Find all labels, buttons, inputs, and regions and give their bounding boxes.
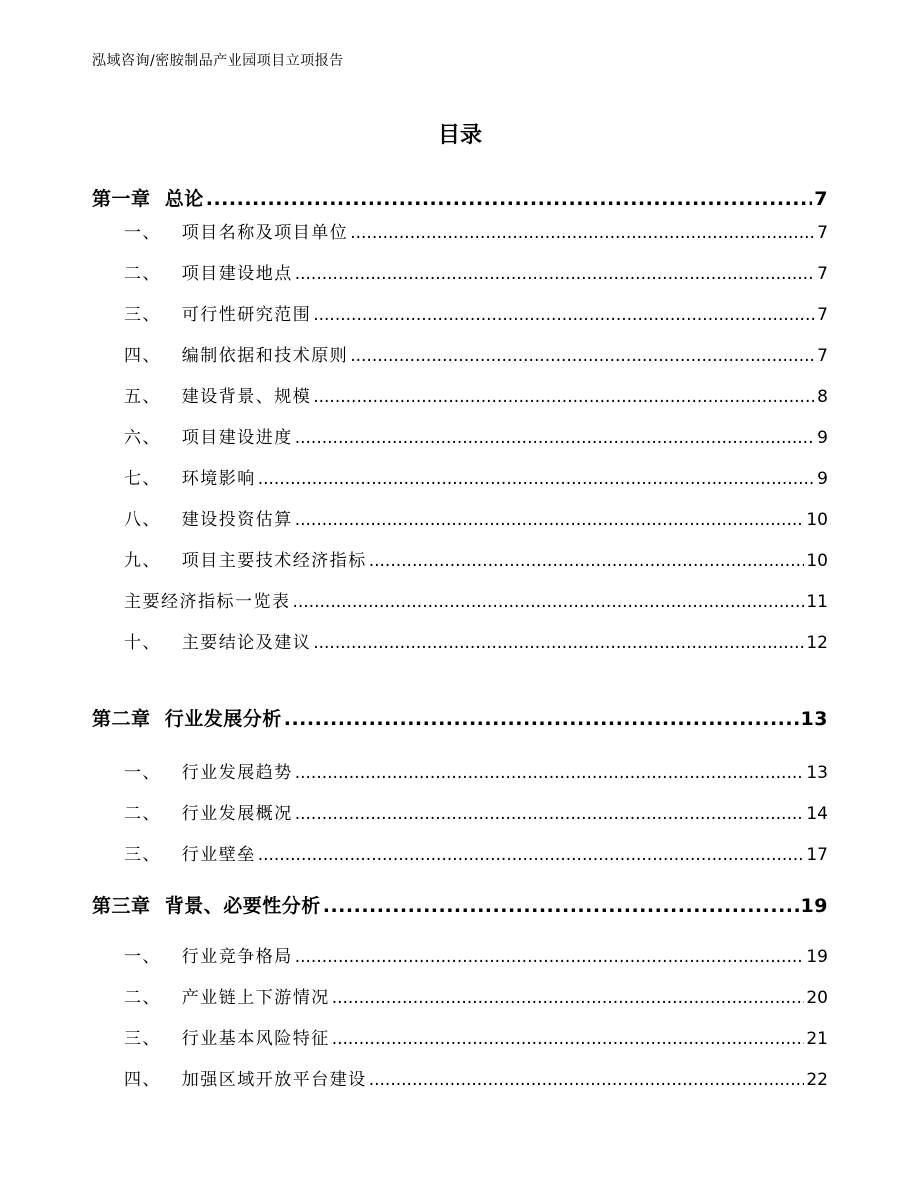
- toc-label: 三、 行业基本风险特征: [124, 1029, 330, 1049]
- toc-leader: [206, 188, 813, 210]
- toc-leader: [313, 633, 804, 653]
- toc-page-number: 9: [817, 428, 828, 448]
- toc-page-number: 7: [817, 305, 828, 325]
- toc-leader: [350, 346, 815, 366]
- toc-item[interactable]: [124, 1024, 828, 1049]
- toc-page-number: 19: [806, 947, 828, 967]
- toc-page-number: 7: [817, 264, 828, 284]
- toc-leader: [293, 592, 805, 612]
- toc-chapter-1[interactable]: [92, 184, 828, 211]
- toc-leader: [350, 223, 815, 243]
- toc-page-number: 7: [814, 188, 828, 210]
- toc-leader: [284, 708, 799, 730]
- toc-item[interactable]: [124, 628, 828, 653]
- toc-label: 六、 项目建设进度: [124, 428, 293, 448]
- toc-item[interactable]: [124, 423, 828, 448]
- toc-item[interactable]: [124, 341, 828, 366]
- toc-label: 第一章 总论: [92, 188, 204, 210]
- toc-item[interactable]: [124, 546, 828, 571]
- toc-page-number: 7: [817, 223, 828, 243]
- toc-label: 一、 行业竞争格局: [124, 947, 293, 967]
- toc-label: 七、 环境影响: [124, 469, 256, 489]
- page-title: 目录: [437, 123, 482, 148]
- toc-label: 八、 建设投资估算: [124, 510, 293, 530]
- toc-label: 二、 项目建设地点: [124, 264, 293, 284]
- toc-leader: [369, 1070, 805, 1090]
- toc-item[interactable]: [124, 300, 828, 325]
- toc-page-number: 9: [817, 469, 828, 489]
- toc-leader: [258, 845, 805, 865]
- toc-label: 五、 建设背景、规模: [124, 387, 312, 407]
- toc-label: 二、 行业发展概况: [124, 804, 293, 824]
- toc-page-number: 20: [806, 988, 828, 1008]
- toc-leader: [295, 264, 815, 284]
- toc-leader: [369, 551, 805, 571]
- toc-page-number: 10: [806, 510, 828, 530]
- toc-label: 十、 主要结论及建议: [124, 633, 312, 653]
- toc-item[interactable]: [124, 840, 828, 865]
- toc-item[interactable]: [124, 218, 828, 243]
- toc-page-number: 7: [817, 346, 828, 366]
- toc-page-number: 11: [806, 592, 828, 612]
- toc-leader: [295, 510, 805, 530]
- toc-item[interactable]: [124, 983, 828, 1008]
- toc-page-number: 21: [806, 1029, 828, 1049]
- toc-leader: [295, 763, 805, 783]
- toc-label: 主要经济指标一览表: [124, 592, 291, 612]
- toc-label: 三、 可行性研究范围: [124, 305, 312, 325]
- toc-item[interactable]: [124, 259, 828, 284]
- toc-label: 三、 行业壁垒: [124, 845, 256, 865]
- toc-leader: [258, 469, 815, 489]
- toc-item[interactable]: [124, 587, 828, 612]
- toc-chapter-3[interactable]: [92, 891, 828, 918]
- toc-leader: [332, 988, 805, 1008]
- toc-leader: [313, 387, 815, 407]
- toc-item[interactable]: [124, 1065, 828, 1090]
- toc-item[interactable]: [124, 382, 828, 407]
- toc-page-number: 22: [806, 1070, 828, 1090]
- toc-page-number: 14: [806, 804, 828, 824]
- toc-label: 一、 项目名称及项目单位: [124, 223, 349, 243]
- running-header: 泓域咨询/密胺制品产业园项目立项报告: [92, 53, 344, 69]
- toc-label: 四、 加强区域开放平台建设: [124, 1070, 367, 1090]
- toc-leader: [295, 428, 815, 448]
- toc-label: 四、 编制依据和技术原则: [124, 346, 349, 366]
- toc-leader: [295, 947, 805, 967]
- toc-page-number: 13: [800, 708, 828, 730]
- toc-label: 第三章 背景、必要性分析: [92, 895, 321, 917]
- toc-page-number: 10: [806, 551, 828, 571]
- toc-page-number: 12: [806, 633, 828, 653]
- toc-item[interactable]: [124, 758, 828, 783]
- toc-leader: [295, 804, 805, 824]
- toc-chapter-2[interactable]: [92, 704, 828, 731]
- toc-item[interactable]: [124, 505, 828, 530]
- toc-page-number: 13: [806, 763, 828, 783]
- toc-leader: [323, 895, 799, 917]
- toc-page-number: 17: [806, 845, 828, 865]
- toc-item[interactable]: [124, 942, 828, 967]
- toc-page-number: 8: [817, 387, 828, 407]
- toc-label: 九、 项目主要技术经济指标: [124, 551, 367, 571]
- toc-label: 一、 行业发展趋势: [124, 763, 293, 783]
- toc-item[interactable]: [124, 799, 828, 824]
- toc-label: 第二章 行业发展分析: [92, 708, 282, 730]
- toc-item[interactable]: [124, 464, 828, 489]
- toc-label: 二、 产业链上下游情况: [124, 988, 330, 1008]
- toc-leader: [313, 305, 815, 325]
- toc-leader: [332, 1029, 805, 1049]
- toc-page-number: 19: [800, 895, 828, 917]
